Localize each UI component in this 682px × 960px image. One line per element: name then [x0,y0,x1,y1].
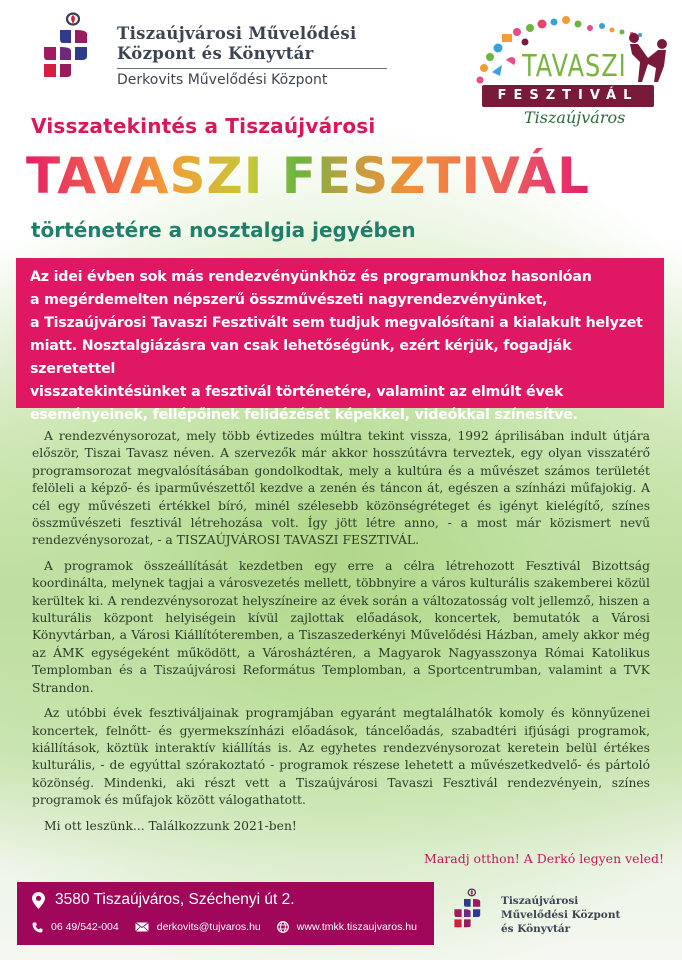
title-line-1: Visszatekintés a Tiszaújvárosi [31,114,376,138]
address-text: 3580 Tiszaújváros, Széchenyi út 2. [55,891,295,908]
envelope-icon [135,922,149,932]
globe-icon [277,921,289,933]
address-row [32,891,295,909]
intro-line: miatt. Nosztalgiázásra van csak lehetőségünk, ezért kérjük, fogadják szeretettel [30,338,572,377]
intro-line: Az idei évben sok más rendezvényünkhöz és programunkhoz hasonlóan [30,269,592,285]
festival-logo-word1: TAVASZI [522,48,627,84]
org-title-line1: Tiszaújvárosi Művelődési [117,24,357,43]
website-item[interactable] [277,921,417,933]
org-logo [30,10,410,100]
title-line-3: történetére a nosztalgia jegyében [31,218,416,242]
org-subtitle: Derkovits Művelődési Központ [117,72,328,88]
intro-line: a Tiszaújvárosi Tavaszi Fesztivált sem tudjuk megvalósítani a kialakult helyzet [30,315,643,331]
phone-icon [32,922,43,933]
body-closing: Mi ott leszünk... Találkozzunk 2021-ben! [44,818,297,833]
footer-logo-line2: Művelődési Központ [501,909,621,921]
festival-logo [462,10,676,130]
footer-logo-line3: és Könyvtár [501,923,571,935]
org-emblem-icon [446,886,488,936]
festival-logo-word2: FESZTIVÁL [482,85,654,107]
sign-off: Maradj otthon! A Derkó legyen veled! [424,851,664,866]
intro-box [16,258,664,423]
map-pin-icon [32,892,45,909]
intro-line: visszatekintésünket a fesztivál történetére, valamint az elmúlt évek [30,384,564,400]
email-item[interactable] [135,921,261,933]
website-link[interactable]: www.tmkk.tiszaujvaros.hu [296,921,417,933]
phone-item[interactable] [32,921,119,933]
phone-text: 06 49/542-004 [51,921,119,933]
footer-logo-line1: Tiszaújvárosi [501,895,579,907]
festival-logo-city: Tiszaújváros [524,108,626,127]
contact-bar [17,882,434,945]
org-emblem-icon [30,10,100,90]
org-title-line2: Központ és Könyvtár [117,44,314,63]
org-divider [117,68,387,69]
page-title: TAVASZI FESZTIVÁL [26,147,590,205]
email-link[interactable]: derkovits@tujvaros.hu [156,921,261,933]
body-paragraph: A rendezvénysorozat, mely több évtizedes múltra tekint vissza, 1992 áprilisában indult útjára először, Tiszai Tavasz néven. A szervezők már akkor hosszútávra terveztek, egy olyan visszatérő programsorozat megvalósításában gondolkodtak, mely a kultúra és a művészet számos területét felöleli a képző- és iparművészettől kezdve a zenén és táncon át, egészen a színházi műfajokig. A cél egy művészeti értékkel bíró, minél szélesebb közönségréteget és igényt kielégítő, színes összművészeti fesztivál létrehozása volt. Így jött létre anno, - a most már közismert nevű rendezvénysorozat, - a TISZAÚJVÁROSI TAVASZI FESZTIVÁL. [32,429,650,548]
contact-info-row [32,921,433,933]
body-paragraph: Az utóbbi évek fesztiváljainak programjában egyaránt megtalálhatók komoly és könnyűzenei koncertek, felnőtt- és gyermekszínházi előadások, táncelőadás, szabadtéri ifjúsági programok, kiállítások, köztük interaktív kiállítás is. Az egyhetes rendezvénysorozat keretein belül értékes kulturális, - de egyúttal szórakoztató - programok részese lehetett a művészetkedvelő- és pártoló közönség. Mindenki, aki részt vett a Tiszaújvárosi Tavaszi Fesztivál rendezvényein, színes programok és műfajok között válogathatott. [32,706,650,808]
intro-line: eseményeinek, fellépőinek felidézését képekkel, videókkal színesítve. [30,407,578,423]
body-text [32,428,650,835]
intro-line: a megérdemelten népszerű összművészeti nagyrendezvényünket, [30,292,548,308]
footer-logo [446,886,676,946]
body-paragraph: A programok összeállítását kezdetben egy erre a célra létrehozott Fesztivál Bizottság koordinálta, melynek tagjai a városvezetés mellett, többnyire a város kulturális szakemberei közül kerültek ki. A rendezvénysorozat helyszíneire az évek során a változatosság volt jellemző, hiszen a kulturális központ helyiségein kívül zajlottak előadások, koncertek, bemutatók a Városi Könyvtárban, a Városi Kiállítóteremben, a Tiszaszederkényi Művelődési Házban, amely akkor még az ÁMK egységeként működött, a Városháztéren, a Magyarok Nagyasszonya Római Katolikus Templomban és a Tiszaújvárosi Református Templomban, a Sportcentrumban, valamint a TVK Strandon. [32,558,650,695]
